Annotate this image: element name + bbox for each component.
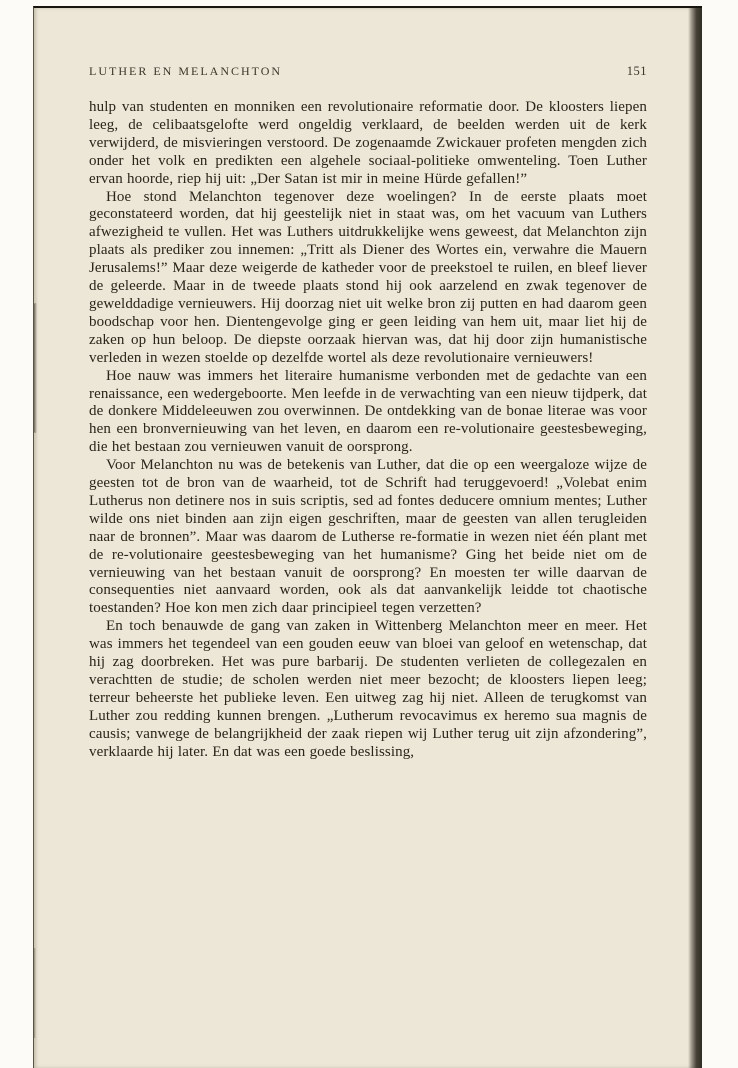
page-edge-smudge bbox=[34, 303, 37, 433]
page-content bbox=[89, 64, 647, 762]
book-page bbox=[33, 6, 702, 1068]
page-number: 151 bbox=[626, 64, 647, 78]
body-text bbox=[89, 99, 647, 762]
page-edge-smudge bbox=[34, 948, 36, 1038]
paragraph: Voor Melanchton nu was de betekenis van Luther, dat die op een weergaloze wijze de geesten tot de bron van de waarheid, tot de Schrift had teruggevoerd! „Volebat enim Lutherus non detinere nos in suis scriptis, sed ad fontes deducere omnium mentes; Luther wilde ons niet binden aan zijn eigen geschriften, maar de geesten van allen terugleiden naar de bronnen”. Maar was daarom de Lutherse re-formatie in wezen niet één plant met de re-volutionaire geestesbeweging van het humanisme? Ging het beide niet om de vernieuwing van het bestaan vanuit de oorsprong? En moesten ter wille daarvan de consequenties niet aanvaard worden, ook als dat aanvankelijk leidde tot chaotische toestanden? Hoe kon men zich daar principieel tegen verzetten? bbox=[89, 457, 647, 617]
paragraph: Hoe stond Melanchton tegenover deze woelingen? In de eerste plaats moet geconstateerd worden, dat hij geestelijk niet in staat was, om het vacuum van Luthers afwezigheid te vullen. Het was Luthers uitdrukkelijke wens geweest, dat Melanchton zijn plaats als prediker zou innemen: „Tritt als Diener des Wortes ein, verwahre die Mauern Jerusalems!” Maar deze weigerde de katheder voor de preekstoel te ruilen, en bleef liever de geleerde. Maar in de tweede plaats stond hij ook aarzelend en zwak tegenover de gewelddadige vernieuwers. Hij doorzag niet uit welke bron zij putten en had daarom geen boodschap voor hen. Dientengevolge ging er geen leiding van hem uit, maar liet hij de zaken op hun beloop. De diepste oorzaak hiervan was, dat hij door zijn humanistische verleden in wezen stoelde op dezelfde wortel als deze revolutionaire vernieuwers! bbox=[89, 188, 647, 366]
paragraph: Hoe nauw was immers het literaire humanisme verbonden met de gedachte van een renaissance, een wedergeboorte. Men leefde in de verwachting van een nieuw tijdperk, dat de donkere Middeleeuwen zou overwinnen. De ontdekking van de bonae literae was voor hen een bronvernieuwing van het leven, en daarom een re-volutionaire geestesbeweging, die het bestaan zou vernieuwen vanuit de oorsprong. bbox=[89, 367, 647, 456]
spine-shadow bbox=[688, 8, 702, 1068]
running-header bbox=[89, 64, 647, 79]
paragraph: En toch benauwde de gang van zaken in Wittenberg Melanchton meer en meer. Het was immers het tegendeel van een gouden eeuw van bloei van geloof en wetenschap, dat hij zag doorbreken. Het was pure barbarij. De studenten verlieten de collegezalen en verachtten de studie; de scholen werden niet meer bezocht; de kloosters liepen leeg; terreur beheerste het publieke leven. Een uitweg zag hij niet. Alleen de terugkomst van Luther zou redding kunnen brengen. „Lutherum revocavimus ex heremo sua magnis de causis; vanwege de belangrijkheid der zaak riepen wij Luther terug uit zijn afzondering”, verklaarde hij later. En dat was een goede beslissing, bbox=[89, 618, 647, 760]
running-title: LUTHER EN MELANCHTON bbox=[89, 64, 283, 78]
paragraph: hulp van studenten en monniken een revolutionaire reformatie door. De kloosters liepen leeg, de celibaatsgelofte werd ongeldig verklaard, de beelden werden uit de kerk verwijderd, de misvieringen verstoord. De zogenaamde Zwickauer profeten mengden zich onder het volk en predikten een algehele sociaal-politieke omwenteling. Toen Luther ervan hoorde, riep hij uit: „Der Satan ist mir in meine Hürde gefallen!” bbox=[89, 99, 647, 187]
